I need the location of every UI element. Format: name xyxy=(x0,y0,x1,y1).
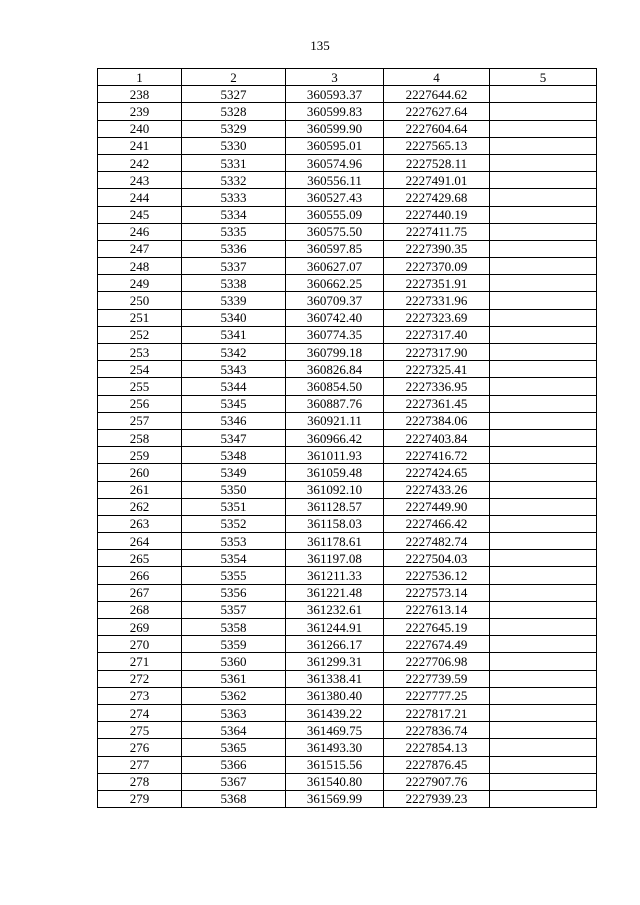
table-row xyxy=(98,739,597,756)
table-cell-col-4: 2227645.19 xyxy=(384,619,490,636)
table-cell-col-1: 271 xyxy=(98,653,182,670)
table-cell-col-4: 2227674.49 xyxy=(384,636,490,653)
table-cell-col-4: 2227429.68 xyxy=(384,189,490,206)
table-row xyxy=(98,206,597,223)
table-cell-col-5 xyxy=(490,429,597,446)
table-cell-col-2: 5352 xyxy=(182,515,286,532)
table-cell-col-3: 360826.84 xyxy=(286,361,384,378)
table-cell-col-1: 239 xyxy=(98,103,182,120)
table-row xyxy=(98,464,597,481)
table-cell-col-3: 360966.42 xyxy=(286,429,384,446)
table-cell-col-4: 2227644.62 xyxy=(384,86,490,103)
table-row xyxy=(98,103,597,120)
table-cell-col-2: 5339 xyxy=(182,292,286,309)
table-cell-col-3: 361197.08 xyxy=(286,550,384,567)
table-cell-col-2: 5341 xyxy=(182,326,286,343)
table-cell-col-3: 361244.91 xyxy=(286,619,384,636)
table-cell-col-5 xyxy=(490,481,597,498)
table-cell-col-3: 360709.37 xyxy=(286,292,384,309)
table-cell-col-1: 243 xyxy=(98,172,182,189)
table-cell-col-1: 278 xyxy=(98,773,182,790)
table-cell-col-3: 361299.31 xyxy=(286,653,384,670)
table-cell-col-2: 5362 xyxy=(182,687,286,704)
table-cell-col-5 xyxy=(490,515,597,532)
table-cell-col-2: 5361 xyxy=(182,670,286,687)
table-cell-col-5 xyxy=(490,86,597,103)
table-cell-col-4: 2227411.75 xyxy=(384,223,490,240)
table-row xyxy=(98,309,597,326)
table-cell-col-5 xyxy=(490,240,597,257)
table-cell-col-2: 5364 xyxy=(182,722,286,739)
table-cell-col-2: 5344 xyxy=(182,378,286,395)
table-cell-col-2: 5355 xyxy=(182,567,286,584)
table-cell-col-1: 277 xyxy=(98,756,182,773)
table-row xyxy=(98,240,597,257)
table-cell-col-4: 2227706.98 xyxy=(384,653,490,670)
table-cell-col-4: 2227907.76 xyxy=(384,773,490,790)
table-cell-col-1: 267 xyxy=(98,584,182,601)
table-cell-col-4: 2227817.21 xyxy=(384,704,490,721)
table-cell-col-5 xyxy=(490,773,597,790)
table-cell-col-3: 360575.50 xyxy=(286,223,384,240)
table-cell-col-1: 256 xyxy=(98,395,182,412)
column-header-4: 4 xyxy=(384,69,490,86)
table-cell-col-5 xyxy=(490,636,597,653)
table-row xyxy=(98,687,597,704)
table-cell-col-5 xyxy=(490,584,597,601)
table-cell-col-5 xyxy=(490,567,597,584)
table-cell-col-3: 361380.40 xyxy=(286,687,384,704)
table-row xyxy=(98,636,597,653)
table-cell-col-5 xyxy=(490,619,597,636)
table-cell-col-1: 246 xyxy=(98,223,182,240)
table-cell-col-3: 360921.11 xyxy=(286,412,384,429)
table-cell-col-1: 248 xyxy=(98,258,182,275)
table-cell-col-1: 274 xyxy=(98,704,182,721)
table-cell-col-2: 5353 xyxy=(182,533,286,550)
table-cell-col-1: 254 xyxy=(98,361,182,378)
table-cell-col-5 xyxy=(490,309,597,326)
coordinates-table xyxy=(97,68,597,808)
table-cell-col-2: 5336 xyxy=(182,240,286,257)
table-cell-col-3: 361469.75 xyxy=(286,722,384,739)
table-cell-col-5 xyxy=(490,275,597,292)
table-cell-col-5 xyxy=(490,704,597,721)
table-cell-col-2: 5329 xyxy=(182,120,286,137)
table-cell-col-4: 2227482.74 xyxy=(384,533,490,550)
table-cell-col-2: 5356 xyxy=(182,584,286,601)
table-cell-col-1: 247 xyxy=(98,240,182,257)
table-cell-col-5 xyxy=(490,498,597,515)
table-cell-col-3: 360597.85 xyxy=(286,240,384,257)
table-cell-col-3: 361128.57 xyxy=(286,498,384,515)
table-cell-col-5 xyxy=(490,447,597,464)
table-cell-col-1: 273 xyxy=(98,687,182,704)
table-cell-col-1: 264 xyxy=(98,533,182,550)
table-cell-col-3: 360662.25 xyxy=(286,275,384,292)
table-cell-col-4: 2227613.14 xyxy=(384,601,490,618)
table-cell-col-5 xyxy=(490,189,597,206)
table-cell-col-1: 258 xyxy=(98,429,182,446)
table-cell-col-3: 361338.41 xyxy=(286,670,384,687)
table-row xyxy=(98,429,597,446)
table-cell-col-4: 2227370.09 xyxy=(384,258,490,275)
table-cell-col-5 xyxy=(490,154,597,171)
table-cell-col-5 xyxy=(490,790,597,807)
table-cell-col-4: 2227331.96 xyxy=(384,292,490,309)
table-cell-col-5 xyxy=(490,137,597,154)
header-row xyxy=(98,69,597,86)
table-row xyxy=(98,567,597,584)
table-row xyxy=(98,481,597,498)
table-cell-col-4: 2227325.41 xyxy=(384,361,490,378)
table-cell-col-4: 2227361.45 xyxy=(384,395,490,412)
table-row xyxy=(98,773,597,790)
table-cell-col-1: 263 xyxy=(98,515,182,532)
table-row xyxy=(98,498,597,515)
table-cell-col-1: 268 xyxy=(98,601,182,618)
table-cell-col-5 xyxy=(490,756,597,773)
table-row xyxy=(98,344,597,361)
table-cell-col-4: 2227536.12 xyxy=(384,567,490,584)
table-cell-col-4: 2227351.91 xyxy=(384,275,490,292)
table-cell-col-4: 2227433.26 xyxy=(384,481,490,498)
table-cell-col-3: 360799.18 xyxy=(286,344,384,361)
table-cell-col-3: 360574.96 xyxy=(286,154,384,171)
table-cell-col-3: 361221.48 xyxy=(286,584,384,601)
table-cell-col-2: 5366 xyxy=(182,756,286,773)
table-cell-col-3: 361011.93 xyxy=(286,447,384,464)
table-cell-col-3: 360742.40 xyxy=(286,309,384,326)
table-row xyxy=(98,670,597,687)
table-cell-col-1: 276 xyxy=(98,739,182,756)
table-cell-col-4: 2227390.35 xyxy=(384,240,490,257)
table-cell-col-2: 5357 xyxy=(182,601,286,618)
table-cell-col-4: 2227504.03 xyxy=(384,550,490,567)
table-cell-col-4: 2227836.74 xyxy=(384,722,490,739)
page-number: 135 xyxy=(310,38,330,53)
table-cell-col-1: 261 xyxy=(98,481,182,498)
table-cell-col-5 xyxy=(490,344,597,361)
table-row xyxy=(98,653,597,670)
table-row xyxy=(98,258,597,275)
table-cell-col-1: 270 xyxy=(98,636,182,653)
table-cell-col-1: 244 xyxy=(98,189,182,206)
table-cell-col-1: 279 xyxy=(98,790,182,807)
table-cell-col-1: 266 xyxy=(98,567,182,584)
table-cell-col-3: 361232.61 xyxy=(286,601,384,618)
table-cell-col-5 xyxy=(490,653,597,670)
column-header-2: 2 xyxy=(182,69,286,86)
column-header-5: 5 xyxy=(490,69,597,86)
table-cell-col-3: 360527.43 xyxy=(286,189,384,206)
table-cell-col-4: 2227491.01 xyxy=(384,172,490,189)
table-row xyxy=(98,704,597,721)
table-cell-col-2: 5335 xyxy=(182,223,286,240)
table-cell-col-5 xyxy=(490,412,597,429)
table-cell-col-1: 242 xyxy=(98,154,182,171)
table-cell-col-4: 2227528.11 xyxy=(384,154,490,171)
table-cell-col-1: 275 xyxy=(98,722,182,739)
table-cell-col-1: 249 xyxy=(98,275,182,292)
table-cell-col-2: 5360 xyxy=(182,653,286,670)
table-header xyxy=(98,69,597,86)
table-cell-col-2: 5351 xyxy=(182,498,286,515)
table-cell-col-4: 2227416.72 xyxy=(384,447,490,464)
table-row xyxy=(98,86,597,103)
table-cell-col-4: 2227777.25 xyxy=(384,687,490,704)
table-cell-col-2: 5358 xyxy=(182,619,286,636)
table-cell-col-4: 2227317.40 xyxy=(384,326,490,343)
table-cell-col-3: 361493.30 xyxy=(286,739,384,756)
table-cell-col-1: 241 xyxy=(98,137,182,154)
table-cell-col-4: 2227424.65 xyxy=(384,464,490,481)
table-cell-col-5 xyxy=(490,292,597,309)
table-cell-col-4: 2227939.23 xyxy=(384,790,490,807)
table-cell-col-2: 5365 xyxy=(182,739,286,756)
table-row xyxy=(98,361,597,378)
table-cell-col-5 xyxy=(490,687,597,704)
table-cell-col-3: 360556.11 xyxy=(286,172,384,189)
table-cell-col-5 xyxy=(490,206,597,223)
table-cell-col-5 xyxy=(490,258,597,275)
table-cell-col-4: 2227739.59 xyxy=(384,670,490,687)
table-cell-col-1: 260 xyxy=(98,464,182,481)
table-cell-col-3: 361266.17 xyxy=(286,636,384,653)
table-cell-col-2: 5340 xyxy=(182,309,286,326)
table-cell-col-1: 255 xyxy=(98,378,182,395)
table-cell-col-1: 269 xyxy=(98,619,182,636)
table-cell-col-5 xyxy=(490,464,597,481)
table-row xyxy=(98,550,597,567)
table-cell-col-4: 2227565.13 xyxy=(384,137,490,154)
table-row xyxy=(98,326,597,343)
table-cell-col-3: 361439.22 xyxy=(286,704,384,721)
table-cell-col-2: 5349 xyxy=(182,464,286,481)
table-cell-col-1: 245 xyxy=(98,206,182,223)
table-cell-col-5 xyxy=(490,120,597,137)
table-cell-col-1: 265 xyxy=(98,550,182,567)
table-cell-col-1: 252 xyxy=(98,326,182,343)
table-cell-col-2: 5368 xyxy=(182,790,286,807)
table-row xyxy=(98,378,597,395)
table-row xyxy=(98,120,597,137)
table-cell-col-4: 2227384.06 xyxy=(384,412,490,429)
table-cell-col-1: 251 xyxy=(98,309,182,326)
table-cell-col-4: 2227449.90 xyxy=(384,498,490,515)
table-cell-col-2: 5337 xyxy=(182,258,286,275)
table-row xyxy=(98,601,597,618)
table-cell-col-5 xyxy=(490,172,597,189)
table-cell-col-5 xyxy=(490,739,597,756)
table-cell-col-5 xyxy=(490,722,597,739)
table-cell-col-3: 360774.35 xyxy=(286,326,384,343)
table-cell-col-3: 361092.10 xyxy=(286,481,384,498)
table-cell-col-3: 360599.90 xyxy=(286,120,384,137)
table-cell-col-5 xyxy=(490,395,597,412)
table-row xyxy=(98,137,597,154)
table-cell-col-2: 5332 xyxy=(182,172,286,189)
table-cell-col-5 xyxy=(490,670,597,687)
table-cell-col-2: 5328 xyxy=(182,103,286,120)
table-row xyxy=(98,790,597,807)
table-cell-col-5 xyxy=(490,378,597,395)
table-row xyxy=(98,533,597,550)
table-cell-col-2: 5338 xyxy=(182,275,286,292)
table-cell-col-2: 5343 xyxy=(182,361,286,378)
table-row xyxy=(98,275,597,292)
table-cell-col-5 xyxy=(490,601,597,618)
table-cell-col-1: 250 xyxy=(98,292,182,309)
table-cell-col-3: 360627.07 xyxy=(286,258,384,275)
table-cell-col-3: 360854.50 xyxy=(286,378,384,395)
table-cell-col-4: 2227440.19 xyxy=(384,206,490,223)
table-cell-col-4: 2227876.45 xyxy=(384,756,490,773)
table-cell-col-4: 2227336.95 xyxy=(384,378,490,395)
table-cell-col-4: 2227323.69 xyxy=(384,309,490,326)
table-cell-col-3: 361158.03 xyxy=(286,515,384,532)
table-row xyxy=(98,172,597,189)
table-cell-col-3: 361178.61 xyxy=(286,533,384,550)
table-cell-col-3: 361059.48 xyxy=(286,464,384,481)
table-cell-col-2: 5345 xyxy=(182,395,286,412)
table-cell-col-3: 361569.99 xyxy=(286,790,384,807)
table-cell-col-4: 2227627.64 xyxy=(384,103,490,120)
table-cell-col-3: 361515.56 xyxy=(286,756,384,773)
table-body xyxy=(98,86,597,808)
table-cell-col-1: 238 xyxy=(98,86,182,103)
table-row xyxy=(98,223,597,240)
table-row xyxy=(98,154,597,171)
table-cell-col-2: 5359 xyxy=(182,636,286,653)
table-row xyxy=(98,584,597,601)
table-row xyxy=(98,515,597,532)
table-cell-col-3: 360555.09 xyxy=(286,206,384,223)
table-cell-col-1: 262 xyxy=(98,498,182,515)
table-cell-col-5 xyxy=(490,550,597,567)
table-cell-col-5 xyxy=(490,361,597,378)
table-cell-col-3: 360595.01 xyxy=(286,137,384,154)
table-cell-col-3: 360593.37 xyxy=(286,86,384,103)
table-row xyxy=(98,412,597,429)
table-cell-col-1: 240 xyxy=(98,120,182,137)
table-cell-col-2: 5354 xyxy=(182,550,286,567)
table-cell-col-2: 5367 xyxy=(182,773,286,790)
table-cell-col-1: 259 xyxy=(98,447,182,464)
table-cell-col-2: 5346 xyxy=(182,412,286,429)
table-cell-col-5 xyxy=(490,326,597,343)
table-cell-col-2: 5331 xyxy=(182,154,286,171)
table-cell-col-1: 272 xyxy=(98,670,182,687)
table-cell-col-3: 360599.83 xyxy=(286,103,384,120)
table-cell-col-2: 5342 xyxy=(182,344,286,361)
table-row xyxy=(98,189,597,206)
table-cell-col-4: 2227573.14 xyxy=(384,584,490,601)
table-cell-col-3: 361540.80 xyxy=(286,773,384,790)
table-cell-col-4: 2227403.84 xyxy=(384,429,490,446)
table-cell-col-2: 5348 xyxy=(182,447,286,464)
table-cell-col-4: 2227466.42 xyxy=(384,515,490,532)
column-header-3: 3 xyxy=(286,69,384,86)
table-row xyxy=(98,447,597,464)
table-cell-col-4: 2227854.13 xyxy=(384,739,490,756)
table-row xyxy=(98,395,597,412)
table-cell-col-4: 2227317.90 xyxy=(384,344,490,361)
table-row xyxy=(98,292,597,309)
table-row xyxy=(98,722,597,739)
table-row xyxy=(98,619,597,636)
table-cell-col-2: 5330 xyxy=(182,137,286,154)
table-cell-col-3: 361211.33 xyxy=(286,567,384,584)
table-cell-col-2: 5333 xyxy=(182,189,286,206)
table-cell-col-2: 5363 xyxy=(182,704,286,721)
table-cell-col-5 xyxy=(490,223,597,240)
table-cell-col-5 xyxy=(490,103,597,120)
table-cell-col-2: 5334 xyxy=(182,206,286,223)
table-cell-col-3: 360887.76 xyxy=(286,395,384,412)
table-cell-col-1: 257 xyxy=(98,412,182,429)
table-cell-col-2: 5327 xyxy=(182,86,286,103)
table-cell-col-1: 253 xyxy=(98,344,182,361)
table-cell-col-4: 2227604.64 xyxy=(384,120,490,137)
table-cell-col-2: 5347 xyxy=(182,429,286,446)
table-cell-col-5 xyxy=(490,533,597,550)
table-row xyxy=(98,756,597,773)
column-header-1: 1 xyxy=(98,69,182,86)
table-cell-col-2: 5350 xyxy=(182,481,286,498)
